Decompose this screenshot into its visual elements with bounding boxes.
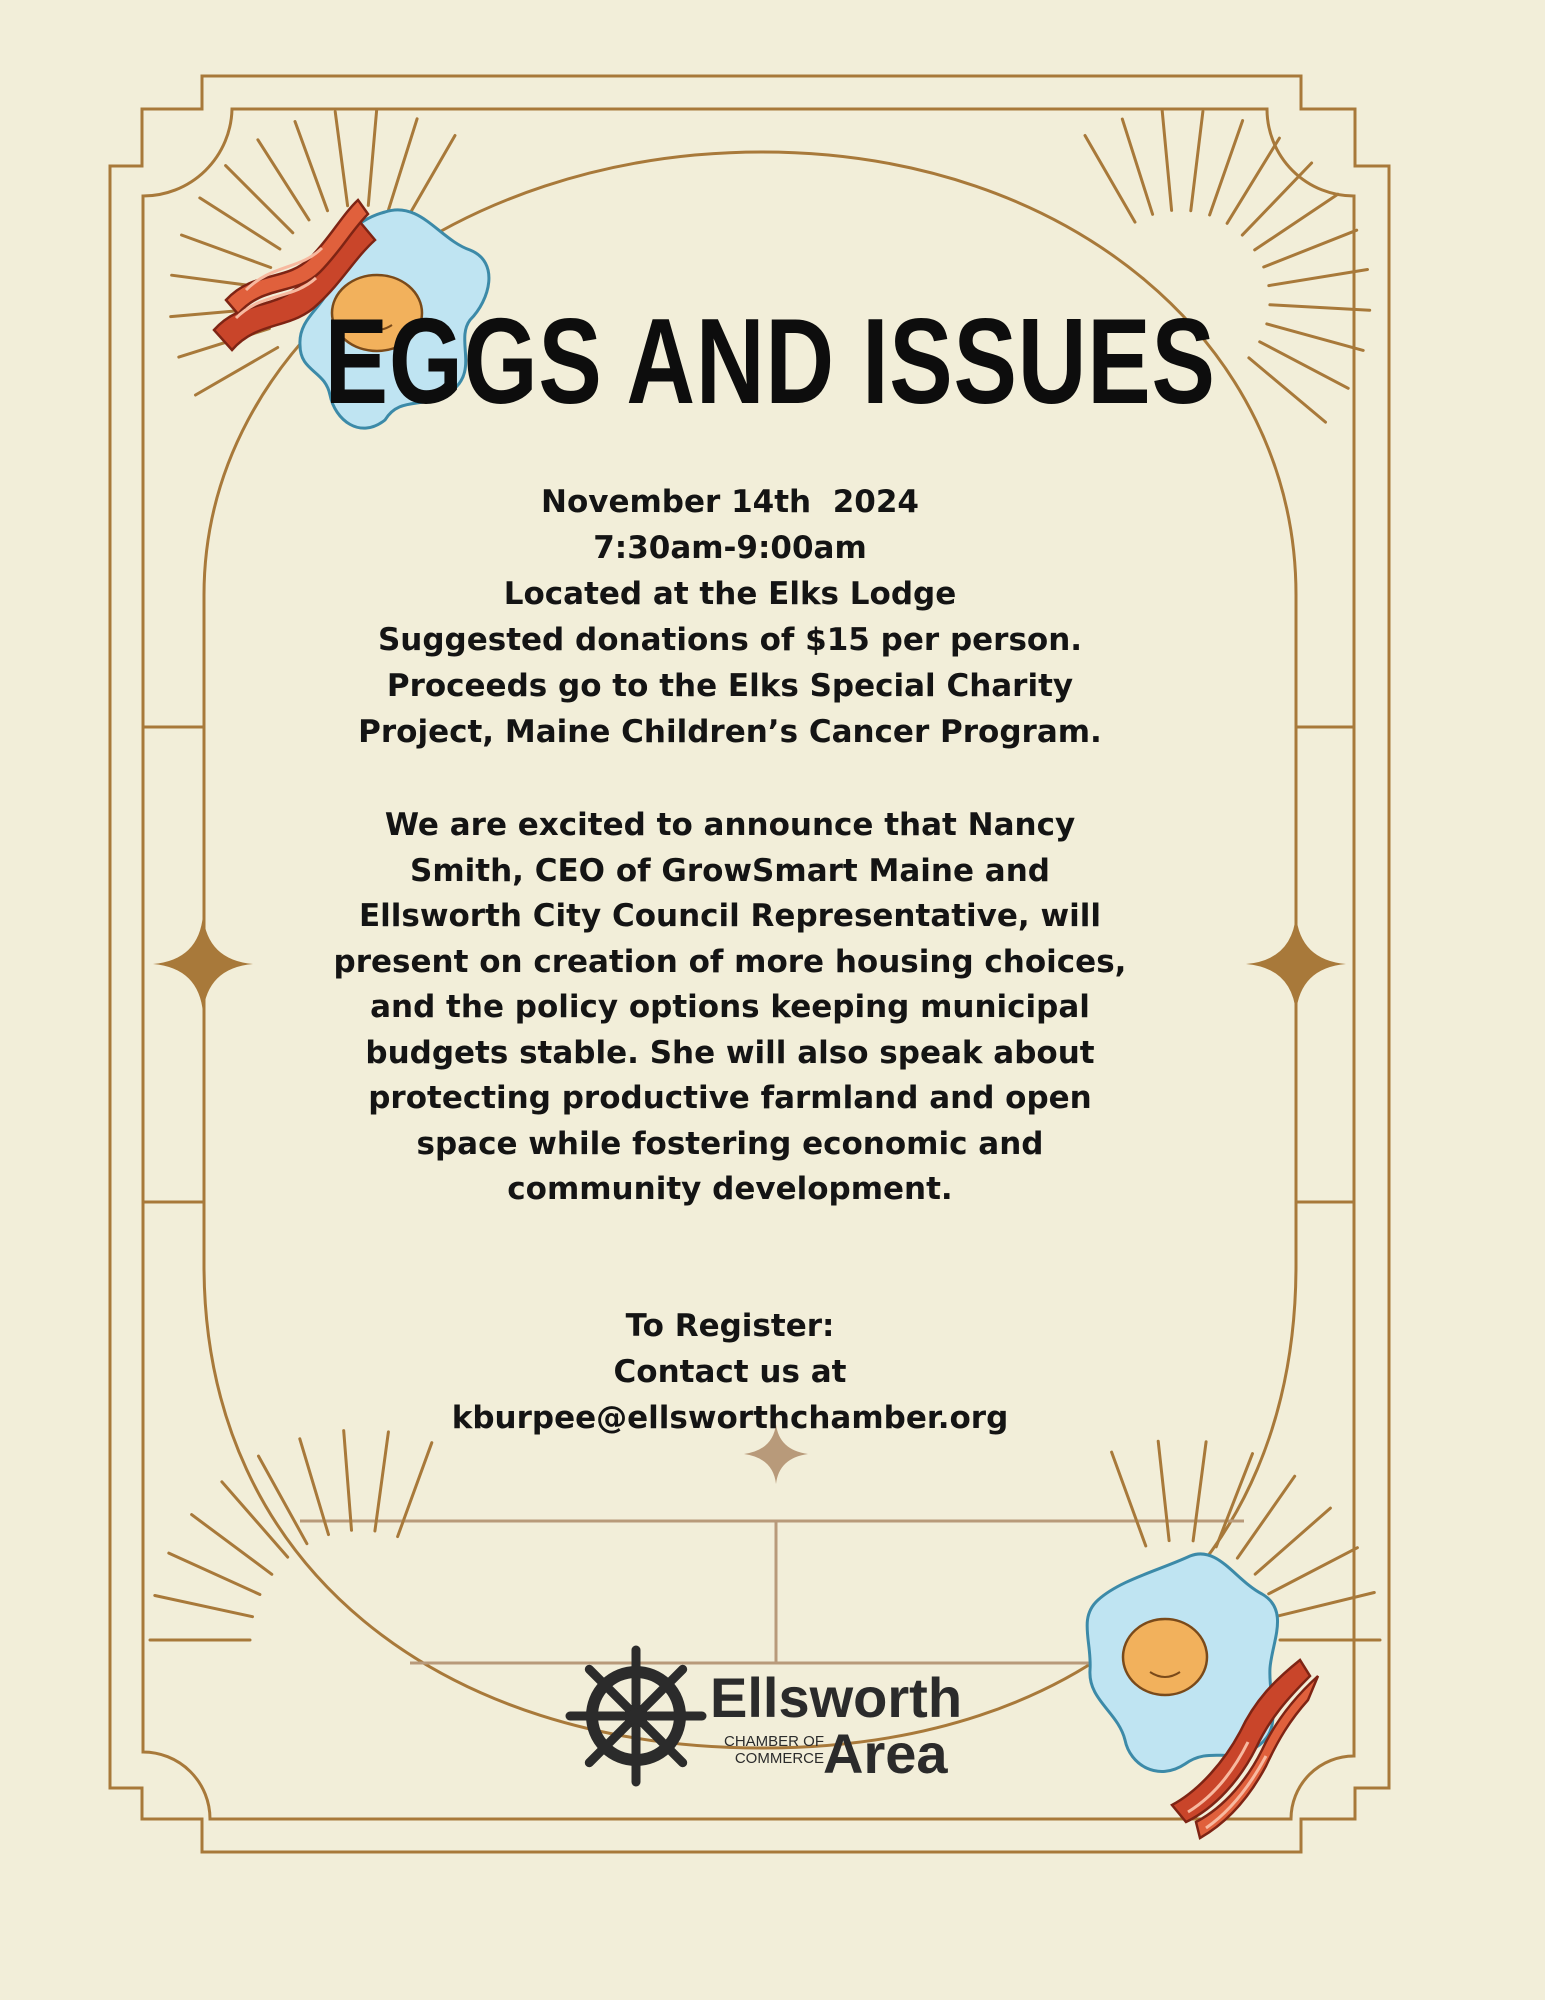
register-heading: To Register: — [625, 1308, 835, 1344]
sunburst-ray — [344, 1431, 352, 1531]
sunburst-ray — [1112, 1452, 1146, 1546]
logo-name: Ellsworth — [710, 1666, 963, 1729]
sunburst-ray — [1227, 138, 1279, 223]
event-time: 7:30am-9:00am — [593, 530, 867, 566]
sunburst-ray — [1277, 1593, 1374, 1617]
sunburst-ray — [169, 1553, 260, 1594]
sunburst-ray — [200, 198, 280, 249]
sunburst-ray — [155, 1596, 253, 1617]
sunburst-ray — [368, 111, 376, 206]
logo-sub-line1: CHAMBER OF — [723, 1733, 824, 1750]
event-proceeds-line2: Project, Maine Children’s Cancer Program. — [358, 714, 1102, 750]
sunburst-ray — [1122, 119, 1152, 214]
event-info — [330, 479, 1130, 755]
sunburst-ray — [182, 235, 271, 268]
event-description: We are excited to announce that Nancy Smith, CEO of GrowSmart Maine and Ellsworth City Council Representative, will present on creation of more housing choices, and the policy options keeping municipal budgets stable. She will also speak about protecting productive farmland and open space while fostering economic and community development. — [333, 807, 1127, 1207]
sunburst-ray — [375, 1432, 389, 1531]
event-title: EGGS AND ISSUES — [324, 293, 1216, 429]
sunburst-ray — [389, 119, 418, 210]
event-location: Located at the Elks Lodge — [503, 576, 957, 612]
sunburst-ray — [1269, 1548, 1358, 1594]
event-donation: Suggested donations of $15 per person. — [377, 622, 1083, 658]
event-proceeds-line1: Proceeds go to the Elks Special Charity — [386, 668, 1074, 704]
sunburst-ray — [295, 122, 328, 211]
ship-wheel-icon — [570, 1650, 702, 1782]
logo-area: Area — [823, 1722, 948, 1785]
star-icon-right — [1246, 915, 1346, 1013]
sunburst-ray — [408, 136, 456, 218]
sunburst-ray — [1210, 121, 1243, 215]
star-icon-left — [153, 915, 253, 1013]
sunburst-ray — [1191, 111, 1203, 210]
sunburst-ray — [1216, 1454, 1252, 1547]
sunburst-ray — [1158, 1441, 1169, 1540]
sunburst-ray — [1193, 1442, 1206, 1541]
event-date: November 14th 2024 — [541, 484, 919, 520]
registration-info — [330, 1303, 1130, 1441]
sunburst-ray — [1242, 163, 1311, 235]
register-contact: Contact us at kburpee@ellsworthchamber.org — [451, 1354, 1009, 1436]
logo-sub-line2: COMMERCE — [734, 1750, 824, 1767]
sunburst-ray — [1085, 136, 1135, 223]
sunburst-ray — [226, 166, 293, 233]
sunburst-ray — [258, 140, 309, 220]
sunburst-ray — [335, 112, 347, 206]
sunburst-ray — [1162, 111, 1171, 211]
logo-subtitle — [712, 1733, 824, 1767]
sunburst-ray — [398, 1443, 432, 1537]
